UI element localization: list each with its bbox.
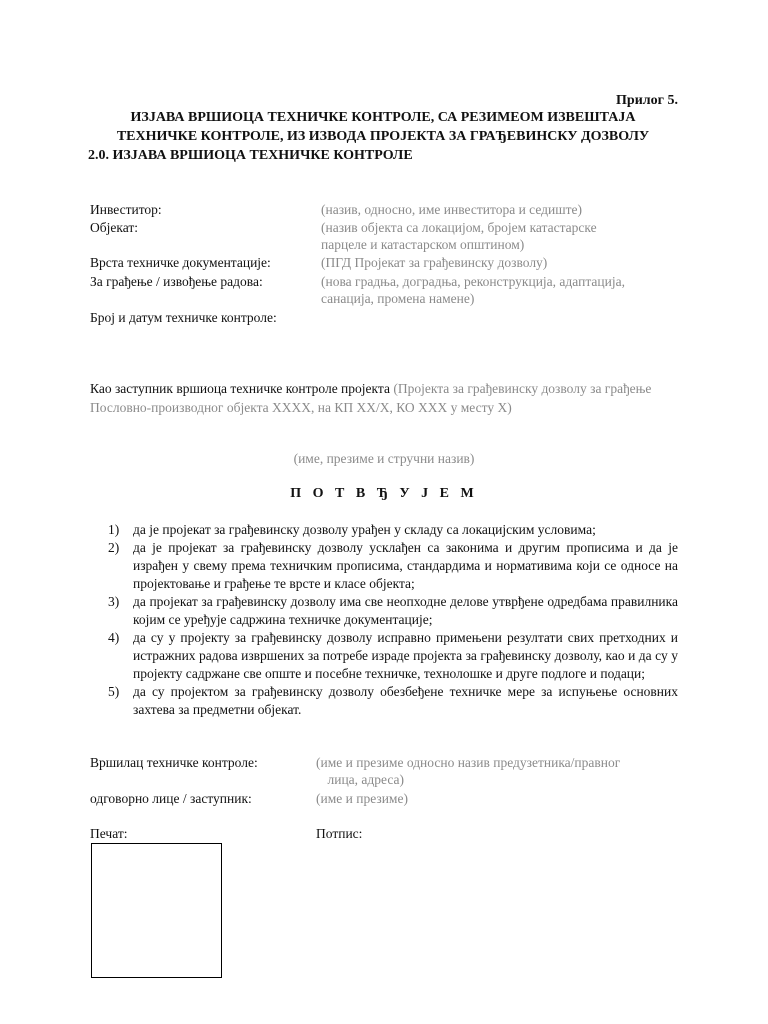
responsible-label: одговорно лице / заступник:: [90, 791, 252, 806]
object-hint-line-1: (назив објекта са локацијом, бројем катастарске: [321, 220, 597, 235]
title-line-1: ИЗЈАВА ВРШИОЦА ТЕХНИЧКЕ КОНТРОЛЕ, СА РЕЗИМЕОМ ИЗВЕШТАЈА: [130, 110, 636, 125]
intro-text: Као заступник вршиоца техничке контроле пројекта: [90, 381, 394, 396]
controller-hint-line-2: лица, адреса): [327, 772, 404, 787]
document-title: [88, 108, 678, 165]
doc-type-label: Врста техничке документације:: [90, 255, 271, 270]
object-hint-line-2: парцеле и катастарском општином): [321, 237, 525, 252]
confirmation-list: [108, 521, 678, 719]
responsible-hint: (име и презиме): [316, 791, 408, 806]
list-item: [108, 593, 678, 629]
stamp-label: Печат:: [90, 826, 128, 841]
list-item-text: да је пројекат за грађевинску дозволу усклађен са законима и другим прописима и да је израђен у свему према техничким прописима, стандардима и нормативима који се односе на пројектовање и грађење те врсте и класе објекта;: [133, 540, 678, 591]
list-item: [108, 683, 678, 719]
list-item-number: 5): [108, 684, 120, 699]
project-hint: (Пројекта за грађевинску дозволу за грађење Пословно-производног објекта XXXX, на КП XX/X, КО XXX у месту X): [90, 381, 652, 415]
controller-label: Вршилац техничке контроле:: [90, 755, 258, 770]
works-label: За грађење / извођење радова:: [90, 274, 263, 289]
signature-label: Потпис:: [316, 826, 363, 841]
investor-hint: (назив, односно, име инвеститора и седиште): [321, 202, 583, 217]
title-line-3: 2.0. ИЗЈАВА ВРШИОЦА ТЕХНИЧКЕ КОНТРОЛЕ: [88, 148, 413, 163]
list-item-text: да су у пројекту за грађевинску дозволу исправно примењени резултати свих претходних и истражних радова извршених за потребе израде пројекта за грађевинску дозволу, као и да су у пројекту садржане све опште и посебне техничке, технолошке и друге подлоге и подаци;: [133, 630, 678, 681]
object-hint: [321, 219, 681, 253]
intro-paragraph: [90, 379, 680, 417]
stamp-box: [91, 843, 222, 978]
list-item-number: 4): [108, 630, 120, 645]
name-hint: (име, презиме и стручни назив): [293, 451, 475, 466]
object-label: Објекат:: [90, 220, 139, 235]
investor-label: Инвеститор:: [90, 202, 162, 217]
doc-type-hint: (ПГД Пројекат за грађевинску дозволу): [321, 255, 548, 270]
confirm-heading: П О Т В Ђ У Ј Е М: [290, 486, 478, 501]
controller-hint-line-1: (име и презиме односно назив предузетника/правног: [316, 755, 621, 770]
list-item-text: да су пројектом за грађевинску дозволу обезбеђене техничке мере за испуњење основних захтева за предметни објекат.: [133, 684, 678, 717]
control-number-label: Број и датум техничке контроле:: [90, 310, 277, 325]
title-line-2: ТЕХНИЧКЕ КОНТРОЛЕ, ИЗ ИЗВОДА ПРОЈЕКТА ЗА ГРАЂЕВИНСКУ ДОЗВОЛУ: [116, 129, 650, 144]
list-item: [108, 521, 678, 539]
list-item-number: 3): [108, 594, 120, 609]
list-item-text: да пројекат за грађевинску дозволу има све неопходне делове утврђене одредбама правилника којим се уређује садржина техничке документације;: [133, 594, 678, 627]
list-item-number: 1): [108, 522, 120, 537]
list-item-number: 2): [108, 540, 120, 555]
list-item: [108, 629, 678, 683]
controller-hint: [316, 754, 676, 788]
annex-number: Прилог 5.: [616, 93, 678, 108]
works-hint-line-2: санација, промена намене): [321, 291, 475, 306]
works-hint-line-1: (нова градња, доградња, реконструкција, адаптација,: [321, 274, 625, 289]
list-item-text: да је пројекат за грађевинску дозволу урађен у складу са локацијским условима;: [133, 522, 596, 537]
works-hint: [321, 273, 681, 307]
list-item: [108, 539, 678, 593]
